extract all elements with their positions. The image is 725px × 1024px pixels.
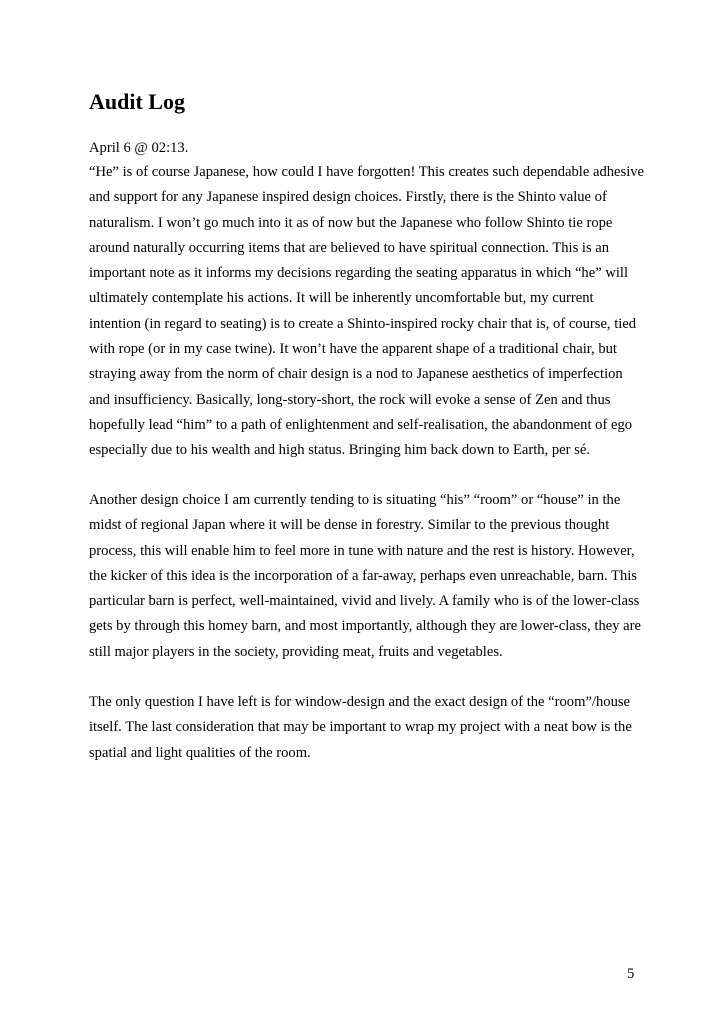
paragraph-shinto-seating: “He” is of course Japanese, how could I have forgotten! This creates such dependable adhesive and support for any Japanese inspired design choices. Firstly, there is the Shinto value of naturalism. I won’t go much into it as of now but the Japanese who follow Shinto tie rope around naturally occurring items that are believed to have spiritual connection. This is an important note as it informs my decisions regarding the seating apparatus in which “he” will ultimately contemplate his actions. It will be inherently uncomfortable but, my current intention (in regard to seating) is to create a Shinto-inspired rocky chair that is, of course, tied with rope (or in my case twine). It won’t have the apparent shape of a traditional chair, but straying away from the norm of chair design is a nod to Japanese aesthetics of imperfection and insufficiency. Basically, long-story-short, the rock will evoke a sense of Zen and thus hopefully lead “him” to a path of enlightenment and self-realisation, the abandonment of ego especially due to his wealth and high status. Bringing him back down to Earth, per sé.	[89, 164, 645, 459]
page-title: Audit Log	[89, 89, 185, 114]
log-date: April 6 @ 02:13.	[89, 140, 189, 156]
page-number: 5	[627, 966, 635, 982]
paragraph-window-design: The only question I have left is for window-design and the exact design of the “room”/house itself. The last consideration that may be important to wrap my project with a neat bow is the spatial and light qualities of the room.	[89, 694, 632, 761]
paragraph-regional-barn: Another design choice I am currently tending to is situating “his” “room” or “house” in the midst of regional Japan where it will be dense in forestry. Similar to the previous thought process, this will enable him to feel more in tune with nature and the rest is history. However, the kicker of this idea is the incorporation of a far-away, perhaps even unreachable, barn. This particular barn is perfect, well-maintained, vivid and lively. A family who is of the lower-class gets by through this homey barn, and most importantly, although they are lower-class, they are still major players in the society, providing meat, fruits and vegetables.	[89, 492, 641, 660]
